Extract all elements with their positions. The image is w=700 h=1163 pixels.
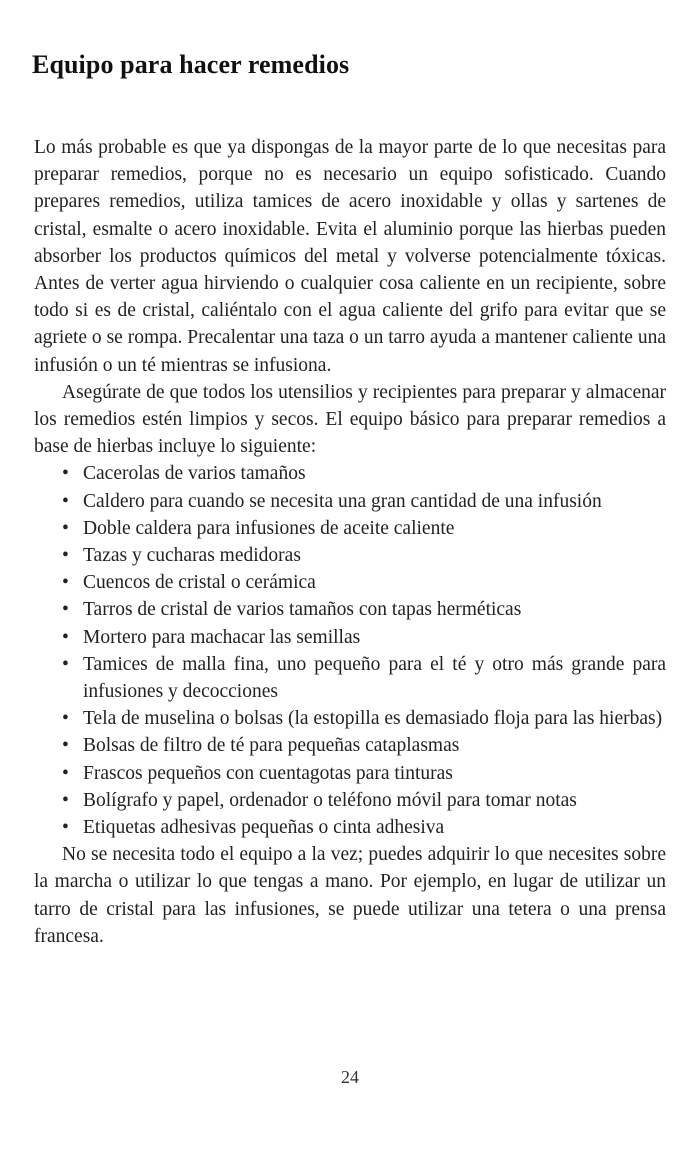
list-item <box>34 542 666 569</box>
equipment-list <box>34 460 666 841</box>
list-item-text: Bolígrafo y papel, ordenador o teléfono móvil para tomar notas <box>83 789 577 811</box>
bullet-icon: • <box>62 517 69 539</box>
list-item-text: Tazas y cucharas medidoras <box>83 545 301 567</box>
list-item-text: Doble caldera para infusiones de aceite caliente <box>83 517 455 539</box>
list-item-text: Caldero para cuando se necesita una gran cantidad de una infusión <box>83 490 602 512</box>
section-title: Equipo para hacer remedios <box>32 50 350 79</box>
body-text <box>34 134 666 950</box>
list-item-text: Cacerolas de varios tamaños <box>83 463 306 485</box>
list-item-text: Frascos pequeños con cuentagotas para tinturas <box>83 762 453 784</box>
list-item <box>34 569 666 596</box>
list-item <box>34 787 666 814</box>
bullet-icon: • <box>62 817 69 839</box>
list-item <box>34 760 666 787</box>
list-item <box>34 515 666 542</box>
bullet-icon: • <box>62 572 69 594</box>
list-item-text: Mortero para machacar las semillas <box>83 626 361 648</box>
bullet-icon: • <box>62 490 69 512</box>
list-item <box>34 814 666 841</box>
bullet-icon: • <box>62 708 69 730</box>
list-item <box>34 460 666 487</box>
bullet-icon: • <box>62 463 69 485</box>
bullet-icon: • <box>62 545 69 567</box>
list-item-text: Tela de muselina o bolsas (la estopilla es demasiado floja para las hierbas) <box>83 708 663 730</box>
list-item <box>34 705 666 732</box>
list-item <box>34 488 666 515</box>
paragraph-closing: No se necesita todo el equipo a la vez; puedes adquirir lo que necesites sobre la marcha o utilizar lo que tengas a mano. Por ejemplo, en lugar de utilizar un tarro de cristal para las infusiones, se puede utilizar una tetera o una prensa francesa. <box>34 844 666 947</box>
bullet-icon: • <box>62 653 69 675</box>
list-item <box>34 732 666 759</box>
list-item <box>34 596 666 623</box>
bullet-icon: • <box>62 599 69 621</box>
list-item-text: Bolsas de filtro de té para pequeñas cataplasmas <box>83 735 460 757</box>
page-number: 24 <box>341 1067 359 1087</box>
list-item-text: Etiquetas adhesivas pequeñas o cinta adhesiva <box>83 817 445 839</box>
bullet-icon: • <box>62 762 69 784</box>
bullet-icon: • <box>62 626 69 648</box>
paragraph-intro: Lo más probable es que ya dispongas de la mayor parte de lo que necesitas para preparar remedios, porque no es necesario un equipo sofisticado. Cuando prepares remedios, utiliza tamices de acero inoxidable y ollas y sartenes de cristal, esmalte o acero inoxidable. Evita el aluminio porque las hierbas pueden absorber los productos químicos del metal y volverse potencialmente tóxicas. Antes de verter agua hirviendo o cualquier cosa caliente en un recipiente, sobre todo si es de cristal, caliéntalo con el agua caliente del grifo para evitar que se agriete o se rompa. Precalentar una taza o un tarro ayuda a mantener caliente una infusión o un té mientras se infusiona. <box>34 137 666 376</box>
list-item <box>34 651 666 705</box>
paragraph-equipment: Asegúrate de que todos los utensilios y recipientes para preparar y almacenar los remedios estén limpios y secos. El equipo básico para preparar remedios a base de hierbas incluye lo siguiente: <box>34 381 666 458</box>
list-item-text: Tamices de malla fina, uno pequeño para el té y otro más grande para infusiones y decocciones <box>83 653 666 703</box>
bullet-icon: • <box>62 735 69 757</box>
list-item-text: Cuencos de cristal o cerámica <box>83 572 316 594</box>
list-item-text: Tarros de cristal de varios tamaños con tapas herméticas <box>83 599 522 621</box>
list-item <box>34 624 666 651</box>
bullet-icon: • <box>62 789 69 811</box>
